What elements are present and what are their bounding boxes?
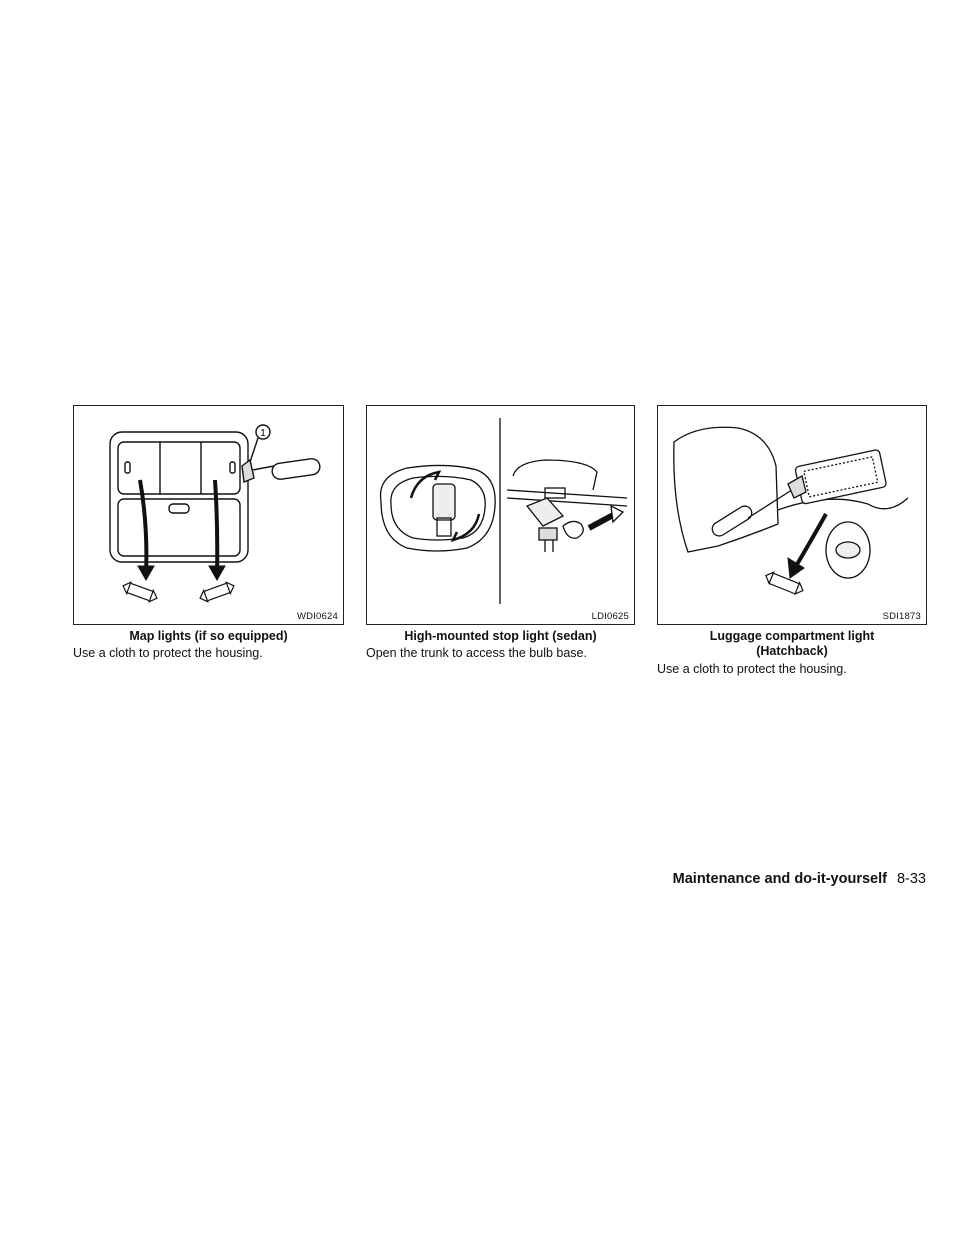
- map-lights-illustration: [74, 406, 343, 624]
- map-lights-description: Use a cloth to protect the housing.: [73, 646, 263, 660]
- map-light-housing: [110, 432, 248, 562]
- bulb-socket: [527, 498, 563, 526]
- page-number: 8-33: [896, 871, 926, 887]
- map-lights-figure: [73, 405, 344, 625]
- stop-light-figure: [366, 405, 635, 625]
- figure-code: LDI0625: [591, 611, 629, 622]
- stop-light-caption: High-mounted stop light (sedan): [404, 629, 597, 643]
- bulb: [764, 570, 806, 596]
- luggage-light-caption: [657, 629, 927, 659]
- figure-code: WDI0624: [296, 611, 338, 622]
- page-footer: [673, 871, 926, 887]
- luggage-light-description: Use a cloth to protect the housing.: [657, 662, 847, 676]
- bulb-right: [198, 580, 236, 604]
- callout-1-label: 1: [260, 428, 266, 439]
- caption-line-1: Luggage compartment light: [709, 629, 875, 643]
- bulb: [563, 521, 583, 538]
- luggage-light-figure: [657, 405, 927, 625]
- map-lights-caption: Map lights (if so equipped): [129, 629, 288, 643]
- removal-arrow: [796, 514, 826, 566]
- bulb-left: [121, 580, 159, 604]
- luggage-light-illustration: [658, 406, 926, 624]
- arrow-right: [215, 480, 217, 574]
- section-title: Maintenance and do-it-yourself: [672, 871, 887, 887]
- lamp-lens: [795, 449, 887, 504]
- stop-light-description: Open the trunk to access the bulb base.: [366, 646, 587, 660]
- figure-code: SDI1873: [882, 611, 921, 622]
- stop-light-illustration: [367, 406, 634, 624]
- caption-line-2: (Hatchback): [756, 644, 828, 658]
